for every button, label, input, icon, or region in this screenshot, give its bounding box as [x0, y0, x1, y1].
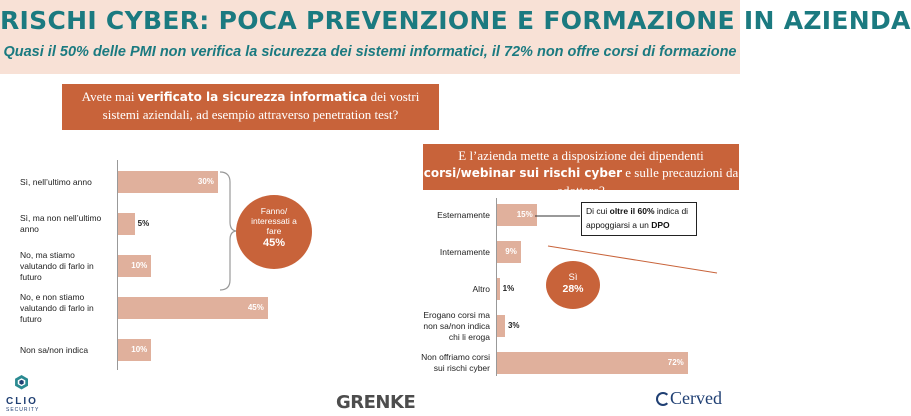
- bar-value-label: 45%: [247, 303, 264, 312]
- category-label: Non offriamo corsi sui rischi cyber: [421, 352, 490, 373]
- left-question-pre: Avete mai: [81, 89, 138, 104]
- bar: [118, 213, 135, 235]
- category-label: Non sa/non indica: [20, 344, 89, 355]
- right-oval-value: 28%: [562, 283, 584, 295]
- right-question-post: e sulle precauzioni da adottare?: [557, 165, 739, 198]
- cerved-logo: [656, 388, 722, 409]
- right-question-pre: E l’azienda mette a disposizione dei dipendenti: [458, 148, 704, 163]
- category-label: No, e non stiamo valutando di farlo in futuro: [20, 291, 94, 324]
- dpo-note-bold1: oltre il 60%: [609, 206, 655, 216]
- cerved-logo-text: Cerved: [670, 388, 722, 408]
- right-oval-line1: Sì: [568, 272, 578, 283]
- bar-value-label: 72%: [667, 358, 684, 367]
- category-label: Altro: [472, 283, 490, 294]
- left-brace: [218, 170, 238, 292]
- bar-value-label: 3%: [507, 321, 520, 330]
- left-question-banner: [62, 84, 439, 130]
- bar: [497, 278, 500, 300]
- bar-value-label: 10%: [131, 345, 148, 354]
- cerved-logo-icon: [656, 392, 670, 406]
- dpo-note-box: [581, 202, 697, 236]
- bar-value-label: 1%: [502, 284, 515, 293]
- grenke-logo: GRENKE: [336, 392, 416, 413]
- category-label: Esternamente: [437, 209, 490, 220]
- bar-value-label: 30%: [197, 177, 214, 186]
- left-question-bold: verificato la sicurezza informatica: [137, 90, 368, 104]
- category-label: No, ma stiamo valutando di farlo in futuro: [20, 249, 94, 282]
- category-label: Internamente: [439, 246, 490, 257]
- left-question-post: dei vostri sistemi aziendali, ad esempio attraverso penetration test?: [102, 89, 420, 122]
- left-oval-value: 45%: [262, 237, 286, 249]
- bar-value-label: 10%: [131, 261, 148, 270]
- dpo-note-bold2: DPO: [651, 220, 670, 230]
- page-title: RISCHI CYBER: POCA PREVENZIONE E FORMAZIONE IN AZIENDA: [0, 6, 911, 35]
- page-subtitle: Quasi il 50% delle PMI non verifica la sicurezza dei sistemi informatici, il 72% non offre corsi di formazione: [3, 44, 737, 60]
- left-oval-line1: Fanno/: [260, 206, 288, 216]
- dpo-note-mid: indica di appoggiarsi a un: [586, 206, 689, 230]
- dpo-note-pre: Di cui: [586, 206, 610, 216]
- bar-value-label: 9%: [505, 247, 517, 256]
- left-oval-line2: interessati a: [251, 216, 297, 226]
- clio-logo-subtext: SECURITY: [6, 407, 40, 413]
- right-question-bold: corsi/webinar sui rischi cyber: [423, 166, 623, 180]
- right-question-banner: [423, 144, 739, 198]
- category-label: Sì, nell’ultimo anno: [20, 176, 92, 187]
- left-oval-line3: fare: [266, 226, 282, 236]
- clio-logo-icon: [14, 368, 42, 396]
- left-summary-oval: [236, 195, 312, 269]
- clio-security-logo: [2, 368, 54, 414]
- right-summary-oval: [546, 261, 600, 309]
- bar: [497, 315, 505, 337]
- bar-value-label: 15%: [516, 210, 533, 219]
- category-label: Erogano corsi ma non sa/non indica chi li eroga: [423, 309, 490, 342]
- clio-logo-text: CLIO: [6, 396, 38, 407]
- category-label: Sì, ma non nell’ultimo anno: [20, 213, 102, 234]
- bar-value-label: 5%: [137, 219, 150, 228]
